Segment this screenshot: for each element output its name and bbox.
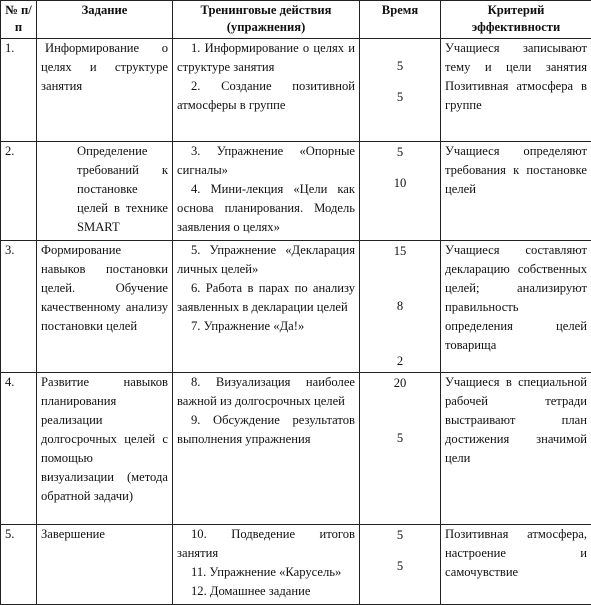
row-time	[360, 373, 441, 525]
time-value: 5	[397, 57, 403, 76]
action-item: 8. Визуализация наиболее важной из долгосрочных целей	[177, 373, 355, 411]
action-item: 9. Обсуждение результатов выполнения упражнения	[177, 411, 355, 449]
time-value: 20	[394, 374, 407, 393]
time-value: 2	[397, 352, 403, 371]
row-time	[360, 39, 441, 142]
time-value: 5	[397, 143, 403, 162]
time-value: 5	[397, 88, 403, 107]
header-num: № п/п	[1, 1, 37, 39]
row-actions	[173, 142, 360, 241]
header-row	[1, 1, 591, 39]
table-row	[1, 39, 591, 142]
table-row	[1, 373, 591, 525]
table-row	[1, 142, 591, 241]
row-actions	[173, 241, 360, 373]
action-item: 7. Упражнение «Да!»	[177, 317, 355, 336]
row-num: 4.	[1, 373, 37, 525]
action-item: 5. Упражнение «Декларация личных целей»	[177, 241, 355, 279]
row-time	[360, 142, 441, 241]
row-time	[360, 525, 441, 605]
row-task: Определение требований к постановке целей в технике SMART	[37, 142, 173, 241]
row-criteria: Учащиеся определяют требования к постановке целей	[441, 142, 591, 241]
row-task: Информирование о целях и структуре занятия	[37, 39, 173, 142]
action-item: 4. Мини-лекция «Цели как основа планирования. Модель заявления о целях»	[177, 180, 355, 237]
row-criteria: Учащиеся в специальной рабочей тетради выстраивают план достижения значимой цели	[441, 373, 591, 525]
row-task: Развитие навыков планирования реализации долгосрочных целей с помощью визуализации (метода обратной задачи)	[37, 373, 173, 525]
action-item: 6. Работа в парах по анализу заявленных в декларации целей	[177, 279, 355, 317]
action-item: 11. Упражнение «Карусель»	[177, 563, 355, 582]
table-row	[1, 241, 591, 373]
row-num: 3.	[1, 241, 37, 373]
row-criteria: Учащиеся составляют декларацию собственных целей; анализируют правильность определения целей товарища	[441, 241, 591, 373]
row-num: 2.	[1, 142, 37, 241]
header-criteria: Критерий эффективности	[441, 1, 591, 39]
row-criteria: Учащиеся записывают тему и цели занятия Позитивная атмосфера в группе	[441, 39, 591, 142]
row-num: 5.	[1, 525, 37, 605]
row-num: 1.	[1, 39, 37, 142]
row-actions	[173, 373, 360, 525]
action-item: 2. Создание позитивной атмосферы в группе	[177, 77, 355, 115]
time-value: 10	[394, 174, 407, 193]
row-actions	[173, 525, 360, 605]
time-value: 15	[394, 242, 407, 261]
time-value: 8	[397, 297, 403, 316]
header-time: Время	[360, 1, 441, 39]
row-actions	[173, 39, 360, 142]
row-task: Завершение	[37, 525, 173, 605]
row-task: Формирование навыков постановки целей. Обучение качественному анализу постановки целей	[37, 241, 173, 373]
header-actions: Тренинговые действия (упражнения)	[173, 1, 360, 39]
row-criteria: Позитивная атмосфера, настроение и самочувствие	[441, 525, 591, 605]
table-row	[1, 525, 591, 605]
time-value: 5	[397, 429, 403, 448]
time-value: 5	[397, 557, 403, 576]
action-item: 3. Упражнение «Опорные сигналы»	[177, 142, 355, 180]
action-item: 10. Подведение итогов занятия	[177, 525, 355, 563]
action-item: 1. Информирование о целях и структуре занятия	[177, 39, 355, 77]
action-item: 12. Домашнее задание	[177, 582, 355, 601]
time-value: 5	[397, 526, 403, 545]
row-time	[360, 241, 441, 373]
header-task: Задание	[37, 1, 173, 39]
